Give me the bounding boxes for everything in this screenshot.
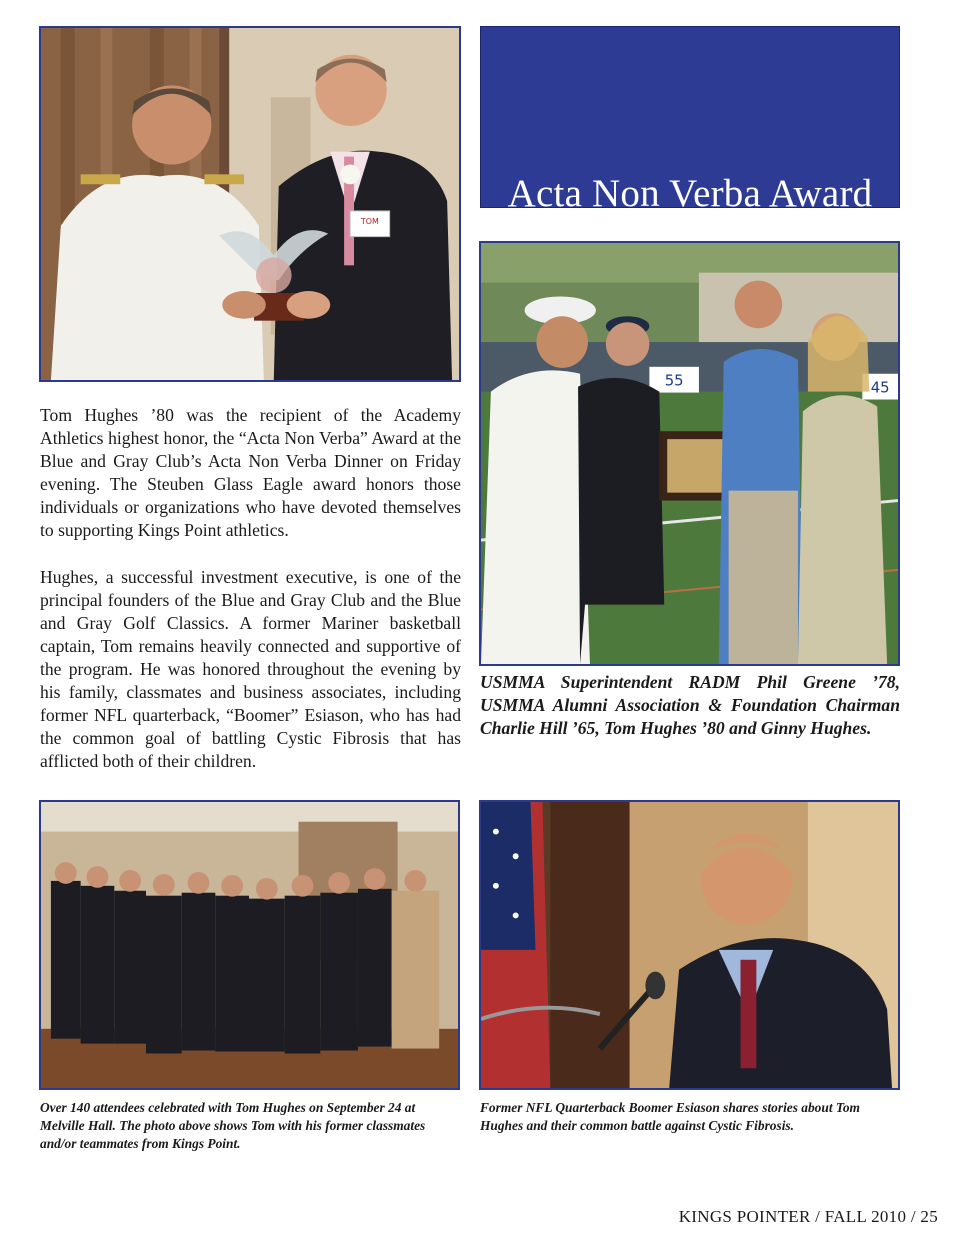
field-ceremony-caption: USMMA Superintendent RADM Phil Greene ’78, USMMA Alumni Association & Foundation Chairman Charlie Hill ’65, Tom Hughes ’80 and Ginny Hughes. [480,672,900,738]
speaker-photo [479,800,900,1090]
field-banner-left: 55 [664,371,684,390]
speaker-photo-caption: Former NFL Quarterback Boomer Esiason shares stories about Tom Hughes and their common battle against Cystic Fibrosis. [480,1100,860,1133]
article-paragraph-1: Tom Hughes ’80 was the recipient of the Academy Athletics highest honor, the “Acta Non Verba” Award at the Blue and Gray Club’s Acta Non Verba Dinner on Friday evening. The Steuben Glass Eagle award honors those individuals or organizations who have devoted themselves to supporting Kings Point athletics. [40,405,461,540]
award-presentation-image [41,28,459,380]
field-banner-right: 45 [870,378,890,397]
group-photo [39,800,460,1090]
field-ceremony-image [481,243,898,664]
name-tag-text: TOM [360,216,379,226]
page-footer: KINGS POINTER / FALL 2010 / 25 [678,1207,938,1226]
article-paragraph-2: Hughes, a successful investment executive, is one of the principal founders of the Blue and Gray Club and the Blue and Gray Golf Classics. A former Mariner basketball captain, Tom remains heavily connected and supportive of the program. He was honored throughout the evening by his family, classmates and business associates, including former NFL quarterback, “Boomer” Esiason, who has had the common goal of battling Cystic Fibrosis that has afflicted both of their children. [40,567,461,771]
page-title: Acta Non Verba Award [507,172,873,215]
group-photo-caption: Over 140 attendees celebrated with Tom Hughes on September 24 at Melville Hall. The photo above shows Tom with his former classmates and/or teammates from Kings Point. [40,1100,426,1151]
field-ceremony-photo [479,241,900,666]
group-image [41,802,458,1088]
title-banner [480,26,900,215]
speaker-image [481,802,898,1088]
award-presentation-photo [39,26,461,382]
